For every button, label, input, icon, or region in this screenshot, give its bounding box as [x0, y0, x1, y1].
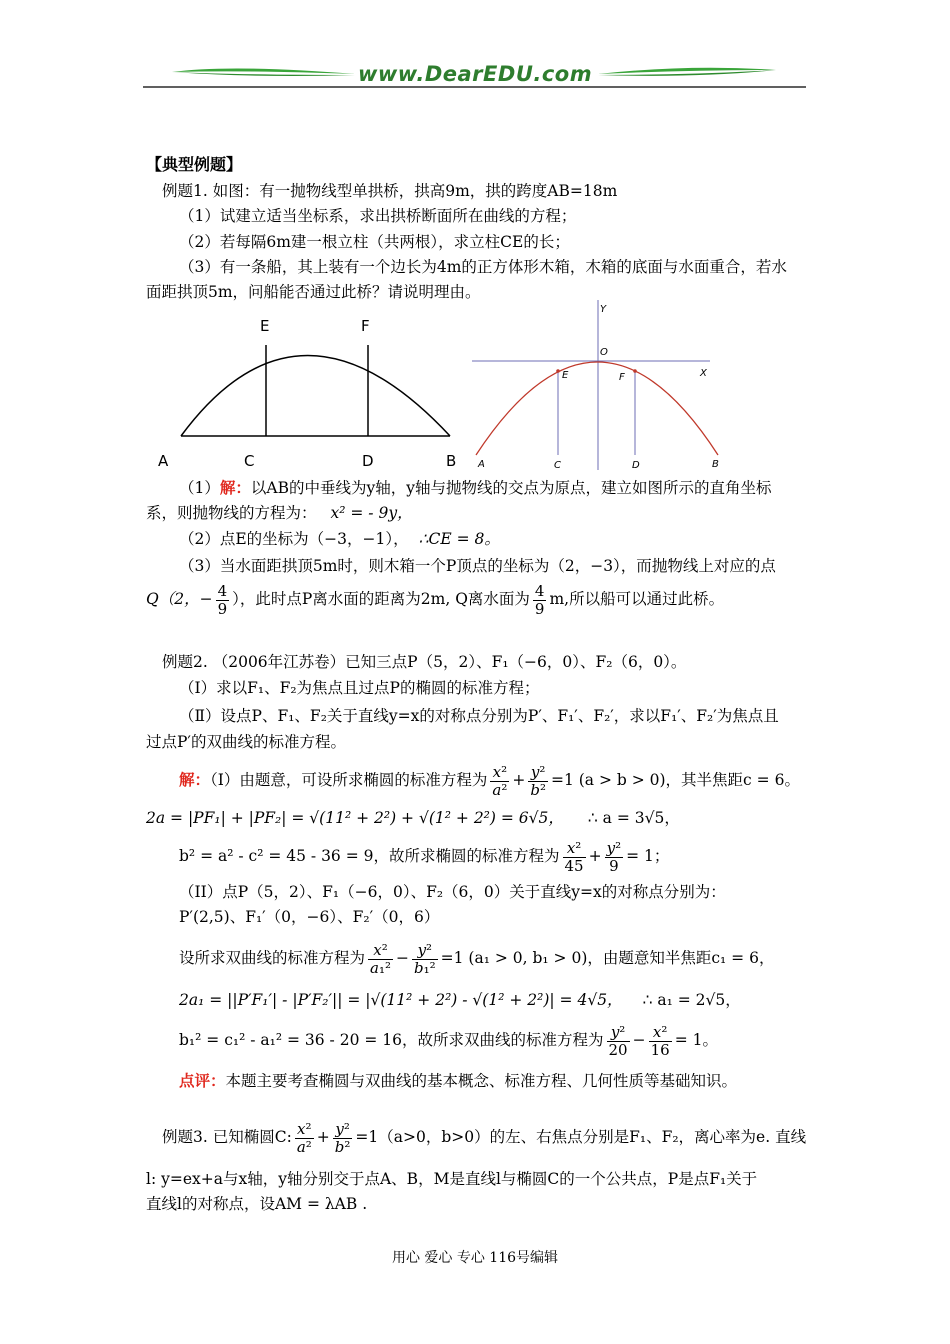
- origin-label: O: [600, 347, 608, 358]
- ex2-q2a: （Ⅱ）设点P、F₁、F₂关于直线y=x的对称点分别为P′、F₁′、F₂′，求以F₁′、F₂′为焦点且: [179, 707, 779, 725]
- ex2-q1: （Ⅰ）求以F₁、F₂为焦点且过点P的椭圆的标准方程；: [179, 679, 540, 697]
- ex2-title: 例题2. （2006年江苏卷）已知三点P（5，2）、F₁（−6，0）、F₂（6，0）。: [162, 653, 687, 671]
- ex2-sol2: 2a = |PF₁| + |PF₂| = √(11² + 2²) + √(1² + 2²) = 6√5， ∴ a = 3√5，: [146, 809, 680, 827]
- ex2-sol6: 设所求双曲线的标准方程为 $\frac{\text{x²}}{\text{a₁²}}$ − $\frac{\text{y²}}{\text{b₁²}}$ =1 (a₁ > 0, b₁ > 0)，由题意知半焦距c₁ = 6，: [179, 940, 775, 977]
- label-f2: F: [619, 372, 625, 383]
- ex3-line2: l: y=ex+a与x轴，y轴分别交于点A、B，M是直线l与椭圆C的一个公共点，P是点F₁关于: [146, 1170, 758, 1188]
- ex1-q3b: 面距拱顶5m，问船能否通过此桥？请说明理由。: [146, 283, 481, 301]
- ex1-sol1-cont: 系，则抛物线的方程为： x² = - 9y，: [146, 504, 413, 522]
- site-logo: [0, 62, 950, 92]
- ex2-comment: 点评：本题主要考查椭圆与双曲线的基本概念、标准方程、几何性质等基础知识。: [179, 1071, 738, 1090]
- ex2-q2b: 过点P′的双曲线的标准方程。: [146, 733, 346, 751]
- parabola: [476, 362, 718, 455]
- ex2-sol1: 解：（I）由题意，可设所求椭圆的标准方程为 $\frac{\text{x²}}{\text{a²}}$ + $\frac{\text{y²}}{\text{b²}}$ =1 (a > b > 0)，其半焦距c = 6。: [179, 762, 800, 799]
- ex1-q3a: （3）有一条船，其上装有一个边长为4m的正方体形木箱，木箱的底面与水面重合，若水: [179, 258, 787, 276]
- page-footer: 用心 爱心 专心 116号编辑: [391, 1250, 559, 1266]
- ex1-sol1: （1）解：以AB的中垂线为y轴，y轴与抛物线的交点为原点，建立如图所示的直角坐标: [179, 478, 772, 497]
- ex1-sol3-cont: Q（2，− $\frac{4}{9}$ ），此时点P离水面的距离为2m, Q离水面为 $\frac{4}{9}$ m,所以船可以通过此桥。: [146, 581, 725, 618]
- ex2-sol4: （II）点P（5，2）、F₁（−6，0）、F₂（6，0）关于直线y=x的对称点分别为：: [179, 883, 726, 901]
- ex1-sol2: （2）点E的坐标为（−3，−1）， ∴CE = 8。: [179, 530, 500, 548]
- arch-curve: [181, 356, 450, 437]
- ex2-sol7: 2a₁ = ||P′F₁′| - |P′F₂′|| = |√(11² + 2²) - √(1² + 2²)| = 4√5， ∴ a₁ = 2√5，: [179, 991, 741, 1009]
- label-b: B: [446, 452, 457, 470]
- bridge-figure: [150, 305, 470, 475]
- ex2-sol8: b₁² = c₁² - a₁² = 36 - 20 = 16，故所求双曲线的标准方程为 $\frac{\text{y²}}{20}$ − $\frac{\text{x²}}{16}$ = 1。: [179, 1022, 718, 1059]
- label-c2: C: [554, 460, 561, 471]
- label-d2: D: [632, 460, 640, 471]
- label-f: F: [361, 317, 370, 335]
- ex1-title: 例题1. 如图：有一抛物线型单拱桥，拱高9m，拱的跨度AB=18m: [162, 182, 618, 200]
- section-title: 【典型例题】: [146, 155, 243, 174]
- site-url[interactable]: www.DearEDU.com: [358, 62, 593, 86]
- axis-label-x: X: [700, 368, 707, 379]
- label-a: A: [158, 452, 169, 470]
- ex2-sol3: b² = a² - c² = 45 - 36 = 9，故所求椭圆的标准方程为 $\frac{\text{x²}}{45}$ + $\frac{\text{y²}}{9}$ = 1；: [179, 838, 670, 875]
- ex3-title: 例题3. 已知椭圆C: $\frac{\text{x²}}{\text{a²}}$ + $\frac{\text{y²}}{\text{b²}}$ =1（a>0，b>0）的左、右焦点分别是F₁、F₂，离心率为e. 直线: [162, 1119, 807, 1156]
- ex1-q1: （1）试建立适当坐标系，求出拱桥断面所在曲线的方程；: [179, 207, 577, 225]
- label-a2: A: [478, 459, 485, 470]
- label-b2: B: [712, 459, 719, 470]
- label-d: D: [362, 452, 374, 470]
- ex1-q2: （2）若每隔6m建一根立柱（共两根），求立柱CE的长；: [179, 233, 570, 251]
- ex1-sol3: （3）当水面距拱顶5m时，则木箱一个P顶点的坐标为（2，−3），而抛物线上对应的点: [179, 557, 776, 575]
- label-e2: E: [562, 370, 569, 381]
- coordinate-figure: [472, 300, 732, 475]
- ex3-line3: 直线l的对称点，设AM = λAB .: [146, 1195, 368, 1213]
- ex2-sol5: P′(2,5)、F₁′（0，−6）、F₂′（0，6）: [179, 908, 440, 926]
- label-e: E: [260, 317, 270, 335]
- label-c: C: [244, 452, 255, 470]
- axis-label-y: Y: [600, 304, 607, 315]
